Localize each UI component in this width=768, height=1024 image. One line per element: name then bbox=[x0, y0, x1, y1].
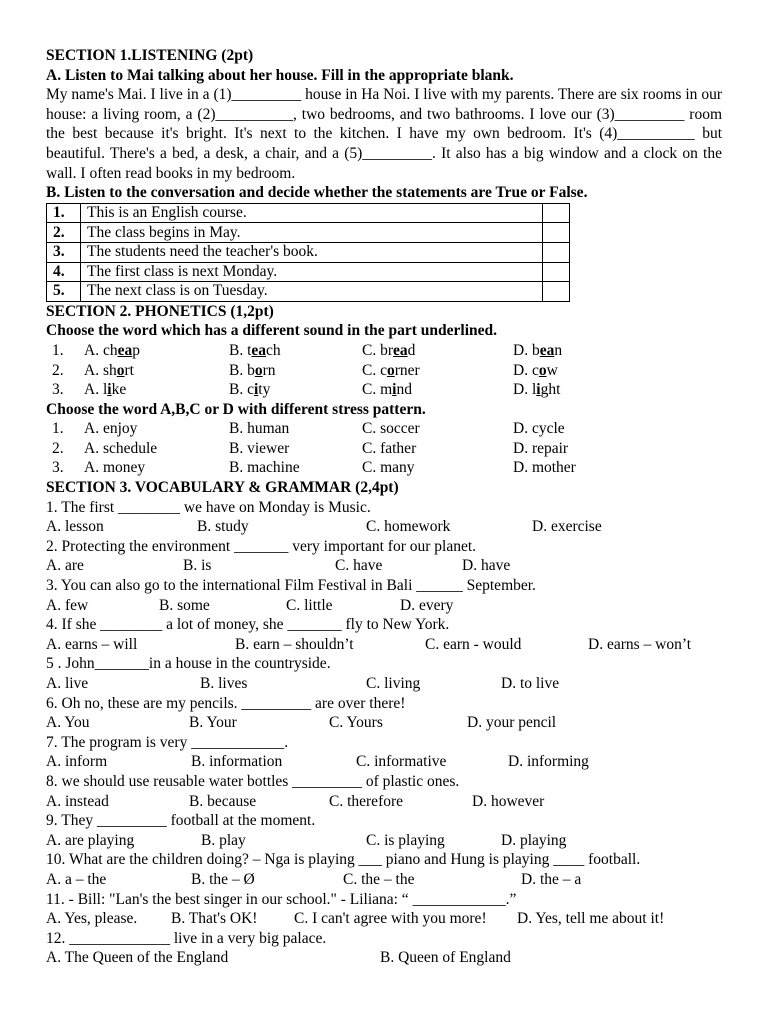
question-text: 11. - Bill: "Lan's the best singer in our school." - Liliana: “ ____________.” bbox=[46, 890, 517, 908]
answer-option[interactable] bbox=[229, 380, 362, 400]
answer-option[interactable]: D. informing bbox=[508, 753, 589, 771]
word-part: ght bbox=[540, 381, 561, 399]
options-row bbox=[46, 517, 722, 537]
underlined-part: i bbox=[107, 381, 112, 399]
list-item bbox=[46, 458, 722, 478]
answer-option[interactable]: C. many bbox=[362, 459, 415, 477]
answer-option[interactable]: B. machine bbox=[229, 459, 300, 477]
word-part: n bbox=[554, 341, 563, 359]
answer-option[interactable] bbox=[362, 361, 513, 381]
underlined-part: ea bbox=[393, 341, 408, 359]
question-text: 6. Oh no, these are my pencils. _________ are over there! bbox=[46, 694, 406, 712]
answer-option[interactable]: C. living bbox=[366, 675, 421, 692]
word-part: B. t bbox=[229, 341, 252, 359]
sound-question-list bbox=[46, 341, 722, 400]
word-part: D. b bbox=[513, 341, 540, 359]
answer-option[interactable]: C. the – the bbox=[343, 870, 415, 888]
answer-option[interactable] bbox=[362, 341, 513, 361]
answer-cell[interactable] bbox=[543, 223, 570, 243]
answer-option[interactable]: C. soccer bbox=[362, 420, 420, 438]
question-text: 5 . John_______in a house in the countryside. bbox=[46, 655, 331, 673]
answer-option[interactable]: B. lives bbox=[200, 675, 248, 692]
word-part: D. l bbox=[513, 381, 537, 399]
word-part: ty bbox=[258, 381, 271, 399]
word-part: d bbox=[407, 341, 416, 359]
question-text: 1. The first ________ we have on Monday is Music. bbox=[46, 498, 371, 516]
options-row bbox=[46, 674, 722, 694]
question-text: 7. The program is very ____________. bbox=[46, 733, 289, 751]
word-part: rn bbox=[262, 361, 276, 379]
answer-option[interactable]: C. informative bbox=[356, 753, 447, 771]
phonetics-instruction-stress: Choose the word A,B,C or D with different stress pattern. bbox=[46, 400, 426, 418]
statement-number: 2. bbox=[47, 223, 81, 243]
answer-option[interactable]: A. are playing bbox=[46, 831, 135, 849]
underlined-part: i bbox=[253, 381, 259, 399]
answer-option[interactable]: C. is playing bbox=[366, 831, 445, 849]
word-part: p bbox=[132, 341, 140, 359]
options-row bbox=[46, 948, 722, 968]
statement-text: The next class is on Tuesday. bbox=[81, 282, 543, 302]
question-number: 2. bbox=[52, 361, 64, 379]
section1b-instruction: B. Listen to the conversation and decide whether the statements are True or False. bbox=[46, 184, 588, 202]
table-row bbox=[47, 223, 570, 243]
answer-option[interactable] bbox=[84, 361, 229, 381]
options-row bbox=[46, 596, 722, 616]
answer-cell[interactable] bbox=[543, 203, 570, 223]
underlined-part: i bbox=[536, 381, 541, 399]
answer-option[interactable] bbox=[513, 341, 562, 361]
answer-option[interactable]: C. I can't agree with you more! bbox=[294, 910, 487, 928]
options-row bbox=[46, 752, 722, 772]
list-item bbox=[46, 439, 722, 459]
statement-text: The class begins in May. bbox=[81, 223, 543, 243]
answer-cell[interactable] bbox=[543, 242, 570, 262]
worksheet bbox=[46, 46, 722, 968]
underlined-part: o bbox=[538, 361, 547, 379]
answer-option[interactable]: D. Yes, tell me about it! bbox=[517, 910, 665, 928]
options-row bbox=[46, 792, 722, 812]
question-text: 9. They _________ football at the moment. bbox=[46, 812, 316, 830]
answer-cell[interactable] bbox=[543, 282, 570, 302]
statement-number: 5. bbox=[47, 282, 81, 302]
answer-option[interactable]: D. playing bbox=[501, 831, 567, 849]
section3-title: SECTION 3. VOCABULARY & GRAMMAR (2,4pt) bbox=[46, 479, 399, 497]
statement-text: The students need the teacher's book. bbox=[81, 242, 543, 262]
answer-option[interactable] bbox=[84, 380, 229, 400]
word-part: rt bbox=[124, 361, 134, 379]
options-row bbox=[46, 556, 722, 576]
list-item bbox=[46, 380, 722, 400]
list-item bbox=[46, 341, 722, 361]
question-number: 2. bbox=[52, 439, 64, 457]
answer-option[interactable]: D. earns – won’t bbox=[588, 635, 692, 653]
answer-option[interactable]: A. schedule bbox=[84, 439, 158, 457]
answer-option[interactable]: C. homework bbox=[366, 518, 451, 536]
answer-option[interactable]: D. mother bbox=[513, 459, 576, 477]
answer-option[interactable]: B. earn – shouldn’t bbox=[235, 635, 354, 653]
answer-option[interactable] bbox=[513, 380, 560, 400]
answer-option[interactable]: B. Your bbox=[189, 714, 237, 732]
list-item bbox=[46, 361, 722, 381]
question-number: 3. bbox=[52, 459, 64, 477]
answer-option[interactable]: B. the – Ø bbox=[191, 870, 255, 888]
answer-option[interactable]: B. some bbox=[159, 596, 210, 614]
section1-title: SECTION 1.LISTENING (2pt) bbox=[46, 47, 254, 64]
answer-option[interactable]: A. a – the bbox=[46, 870, 107, 888]
answer-option[interactable] bbox=[229, 361, 362, 381]
statement-text: This is an English course. bbox=[81, 203, 543, 223]
answer-option[interactable]: A. money bbox=[84, 459, 146, 477]
question-text: 10. What are the children doing? – Nga is playing ___ piano and Hung is playing ____ football. bbox=[46, 851, 641, 869]
table-row bbox=[47, 242, 570, 262]
word-part: B. b bbox=[229, 361, 255, 379]
answer-option[interactable]: B. play bbox=[201, 831, 246, 849]
answer-option[interactable]: C. Yours bbox=[329, 714, 383, 732]
statement-number: 3. bbox=[47, 242, 81, 262]
table-row bbox=[47, 282, 570, 302]
phonetics-instruction-sound: Choose the word which has a different sound in the part underlined. bbox=[46, 322, 497, 340]
answer-option[interactable]: B. because bbox=[189, 792, 257, 810]
question-number: 1. bbox=[52, 420, 64, 438]
options-row bbox=[46, 831, 722, 851]
statement-number: 4. bbox=[47, 262, 81, 282]
answer-option[interactable]: B. information bbox=[191, 753, 283, 771]
answer-option[interactable]: A. earns – will bbox=[46, 635, 138, 653]
answer-option[interactable]: B. Queen of England bbox=[380, 949, 511, 967]
answer-cell[interactable] bbox=[543, 262, 570, 282]
word-part: ch bbox=[266, 341, 281, 359]
answer-option[interactable]: C. earn - would bbox=[425, 635, 522, 653]
table-row bbox=[47, 203, 570, 223]
underlined-part: i bbox=[392, 381, 397, 399]
answer-option[interactable]: A. lesson bbox=[46, 518, 104, 536]
options-row bbox=[46, 870, 722, 890]
word-part: A. sh bbox=[84, 361, 117, 379]
answer-option[interactable]: D. to live bbox=[501, 675, 560, 692]
answer-option[interactable]: A. live bbox=[46, 675, 89, 692]
answer-option[interactable]: A. You bbox=[46, 714, 90, 732]
answer-option[interactable]: D. repair bbox=[513, 439, 569, 457]
answer-option[interactable]: B. is bbox=[183, 557, 212, 575]
answer-option[interactable]: D. every bbox=[400, 596, 454, 614]
question-number: 1. bbox=[52, 341, 64, 359]
answer-option[interactable]: A. The Queen of the England bbox=[46, 949, 229, 967]
section2-title: SECTION 2. PHONETICS (1,2pt) bbox=[46, 302, 274, 320]
answer-option[interactable]: C. have bbox=[335, 557, 383, 575]
question-text: 3. You can also go to the international Film Festival in Bali ______ September. bbox=[46, 577, 536, 595]
answer-option[interactable]: D. the – a bbox=[521, 870, 582, 888]
stress-question-list bbox=[46, 419, 722, 478]
word-part: B. c bbox=[229, 381, 254, 399]
statement-text: The first class is next Monday. bbox=[81, 262, 543, 282]
options-row bbox=[46, 635, 722, 655]
answer-option[interactable] bbox=[362, 380, 513, 400]
answer-option[interactable]: B. viewer bbox=[229, 439, 290, 457]
question-text: 12. _____________ live in a very big palace. bbox=[46, 929, 327, 947]
section1a-passage: My name's Mai. I live in a (1)_________ house in Ha Noi. I live with my parents. There are six rooms in our house: a living room, a (2)__________, two bedrooms, and two bathrooms. I love our (3)_________ room the best because it's bright. It's next to the kitchen. I have my own bedroom. It's (4)__________ but beautiful. There's a bed, a desk, a chair, and a (5)_________. It also has a big window and a clock on the wall. I often read books in my bedroom. bbox=[46, 86, 722, 182]
answer-option[interactable]: A. inform bbox=[46, 753, 108, 771]
question-text: 4. If she ________ a lot of money, she _______ fly to New York. bbox=[46, 616, 450, 634]
answer-option[interactable]: A. Yes, please. bbox=[46, 910, 138, 928]
answer-option[interactable] bbox=[84, 341, 229, 361]
answer-option[interactable]: C. therefore bbox=[329, 792, 404, 810]
table-row bbox=[47, 262, 570, 282]
underlined-part: o bbox=[386, 361, 395, 379]
options-row bbox=[46, 713, 722, 733]
answer-option[interactable]: D. cycle bbox=[513, 420, 565, 438]
true-false-table bbox=[46, 203, 570, 302]
answer-option[interactable]: D. exercise bbox=[532, 518, 602, 536]
answer-option[interactable]: A. enjoy bbox=[84, 420, 138, 438]
answer-option[interactable]: A. instead bbox=[46, 792, 109, 810]
answer-option[interactable] bbox=[229, 341, 362, 361]
word-part: rner bbox=[394, 361, 420, 379]
section1a-instruction: A. Listen to Mai talking about her house. Fill in the appropriate blank. bbox=[46, 66, 514, 84]
answer-option[interactable]: A. are bbox=[46, 557, 84, 575]
word-part: w bbox=[546, 361, 558, 379]
word-part: nd bbox=[396, 381, 412, 399]
underlined-part: ea bbox=[117, 341, 133, 359]
answer-option[interactable]: C. father bbox=[362, 439, 417, 457]
word-part: C. c bbox=[362, 361, 387, 379]
underlined-part: o bbox=[116, 361, 125, 379]
answer-option[interactable]: D. have bbox=[462, 557, 511, 575]
word-part: C. m bbox=[362, 381, 393, 399]
underlined-part: o bbox=[254, 361, 263, 379]
options-row bbox=[46, 909, 722, 929]
grammar-question-list bbox=[46, 498, 722, 968]
underlined-part: ea bbox=[539, 341, 555, 359]
word-part: ke bbox=[111, 381, 127, 399]
answer-option[interactable]: B. study bbox=[197, 518, 249, 536]
underlined-part: ea bbox=[251, 341, 267, 359]
answer-option[interactable]: B. That's OK! bbox=[171, 910, 258, 928]
list-item bbox=[46, 419, 722, 439]
question-text: 2. Protecting the environment _______ very important for our planet. bbox=[46, 537, 477, 555]
answer-option[interactable]: D. however bbox=[472, 792, 545, 810]
answer-option[interactable] bbox=[513, 361, 558, 381]
answer-option[interactable]: C. little bbox=[286, 596, 333, 614]
question-number: 3. bbox=[52, 381, 64, 399]
word-part: D. c bbox=[513, 361, 539, 379]
answer-option[interactable]: B. human bbox=[229, 420, 290, 438]
word-part: A. l bbox=[84, 381, 108, 399]
word-part: A. ch bbox=[84, 341, 118, 359]
statement-number: 1. bbox=[47, 203, 81, 223]
word-part: C. br bbox=[362, 341, 393, 359]
answer-option[interactable]: A. few bbox=[46, 596, 89, 614]
question-text: 8. we should use reusable water bottles _________ of plastic ones. bbox=[46, 772, 460, 790]
answer-option[interactable]: D. your pencil bbox=[467, 714, 557, 732]
